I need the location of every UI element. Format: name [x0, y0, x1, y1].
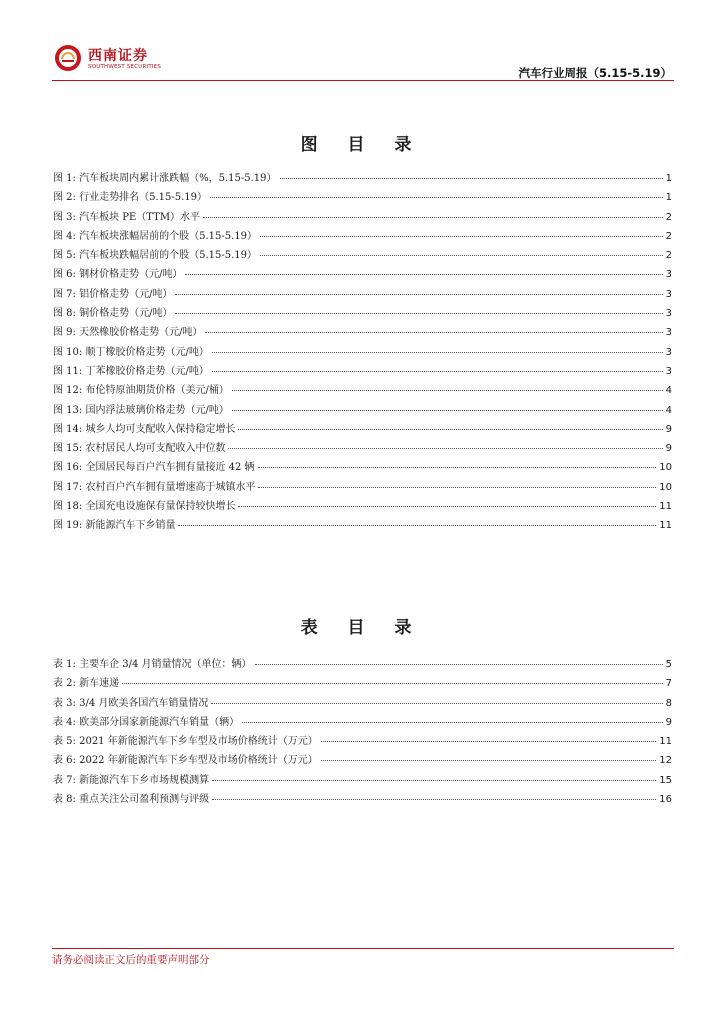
toc-page-number[interactable]: 9 — [665, 443, 672, 455]
figure-toc-entry[interactable] — [53, 343, 672, 362]
toc-page-number[interactable]: 9 — [665, 716, 672, 728]
toc-entry-label[interactable]: 表 1: 主要车企 3/4 月销量情况（单位：辆） — [53, 659, 252, 670]
table-toc-entry[interactable] — [53, 732, 672, 751]
figure-index-list — [53, 169, 672, 536]
logo-chinese-name: 西南证券 — [88, 48, 148, 64]
report-title: 汽车行业周报（5.15-5.19） — [518, 66, 672, 80]
dot-leader — [175, 313, 662, 314]
toc-page-number[interactable]: 3 — [665, 269, 672, 281]
toc-entry-label[interactable]: 图 2: 行业走势排名（5.15-5.19） — [53, 192, 207, 204]
toc-page-number[interactable]: 9 — [665, 423, 672, 435]
dot-leader — [178, 525, 656, 526]
figure-toc-entry[interactable] — [53, 169, 672, 188]
toc-entry-label[interactable]: 图 12: 布伦特原油期货价格（美元/桶） — [53, 385, 229, 397]
footer-disclaimer: 请务必阅读正文后的重要声明部分 — [52, 954, 210, 966]
toc-page-number[interactable]: 3 — [665, 288, 672, 300]
toc-entry-label[interactable]: 图 15: 农村居民人均可支配收入中位数 — [53, 443, 226, 455]
dot-leader — [242, 722, 663, 723]
dot-leader — [238, 429, 662, 430]
dot-leader — [260, 255, 663, 256]
dot-leader — [228, 448, 662, 449]
toc-page-number[interactable]: 12 — [659, 755, 672, 767]
toc-page-number[interactable]: 8 — [665, 697, 672, 709]
toc-page-number[interactable]: 7 — [665, 678, 672, 690]
dot-leader — [185, 274, 662, 275]
figure-toc-entry[interactable] — [53, 497, 672, 516]
figure-toc-entry[interactable] — [53, 458, 672, 477]
toc-page-number[interactable]: 1 — [665, 173, 672, 184]
toc-entry-label[interactable]: 图 14: 城乡人均可支配收入保持稳定增长 — [53, 423, 236, 435]
toc-entry-label[interactable]: 图 3: 汽车板块 PE（TTM）水平 — [53, 211, 201, 223]
toc-entry-label[interactable]: 图 19: 新能源汽车下乡销量 — [53, 520, 176, 532]
figure-toc-entry[interactable] — [53, 227, 672, 246]
toc-entry-label[interactable]: 图 18: 全国充电设施保有量保持较快增长 — [53, 501, 236, 513]
dot-leader — [260, 236, 663, 237]
figure-toc-entry[interactable] — [53, 478, 672, 497]
toc-page-number[interactable]: 10 — [659, 481, 672, 493]
toc-entry-label[interactable]: 图 17: 农村百户汽车拥有量增速高于城镇水平 — [53, 481, 256, 493]
dot-leader — [212, 780, 656, 781]
logo-mark-icon — [54, 44, 82, 72]
dot-leader — [205, 332, 662, 333]
footer-divider — [52, 948, 674, 949]
toc-page-number[interactable]: 3 — [665, 365, 672, 377]
toc-page-number[interactable]: 5 — [665, 659, 672, 670]
toc-entry-label[interactable]: 表 3: 3/4 月欧美各国汽车销量情况 — [53, 697, 209, 709]
toc-entry-label[interactable]: 表 6: 2022 年新能源汽车下乡车型及市场价格统计（万元） — [53, 755, 318, 767]
toc-page-number[interactable]: 4 — [665, 404, 672, 416]
header-divider — [52, 80, 674, 81]
table-toc-entry[interactable] — [53, 751, 672, 770]
page-header — [52, 40, 674, 82]
toc-entry-label[interactable]: 图 6: 钢材价格走势（元/吨） — [53, 269, 183, 281]
table-toc-entry[interactable] — [53, 771, 672, 790]
toc-entry-label[interactable]: 表 5: 2021 年新能源汽车下乡车型及市场价格统计（万元） — [53, 736, 318, 748]
dot-leader — [212, 352, 663, 353]
figure-toc-entry[interactable] — [53, 516, 672, 535]
table-toc-entry[interactable] — [53, 674, 672, 693]
figure-toc-entry[interactable] — [53, 420, 672, 439]
toc-entry-label[interactable]: 图 8: 铜价格走势（元/吨） — [53, 308, 173, 320]
toc-page-number[interactable]: 11 — [659, 501, 672, 513]
toc-entry-label[interactable]: 图 7: 铝价格走势（元/吨） — [53, 288, 173, 300]
dot-leader — [255, 664, 663, 665]
toc-entry-label[interactable]: 表 8: 重点关注公司盈利预测与评级 — [53, 794, 210, 806]
dot-leader — [122, 683, 663, 684]
toc-entry-label[interactable]: 图 13: 国内浮法玻璃价格走势（元/吨） — [53, 404, 229, 416]
toc-page-number[interactable]: 15 — [659, 774, 672, 786]
toc-page-number[interactable]: 2 — [665, 230, 672, 242]
dot-leader — [232, 410, 663, 411]
dot-leader — [280, 178, 663, 179]
toc-page-number[interactable]: 10 — [659, 462, 672, 474]
toc-entry-label[interactable]: 图 16: 全国居民每百户汽车拥有量接近 42 辆 — [53, 462, 255, 474]
company-logo — [52, 40, 172, 76]
table-index-title: 表 目 录 — [300, 618, 424, 638]
dot-leader — [210, 197, 663, 198]
table-toc-entry[interactable] — [53, 655, 672, 674]
toc-page-number[interactable]: 2 — [665, 250, 672, 262]
figure-toc-entry[interactable] — [53, 208, 672, 227]
table-toc-entry[interactable] — [53, 713, 672, 732]
dot-leader — [232, 390, 663, 391]
figure-toc-entry[interactable] — [53, 362, 672, 381]
toc-page-number[interactable]: 3 — [665, 346, 672, 358]
dot-leader — [321, 760, 657, 761]
dot-leader — [258, 467, 657, 468]
toc-entry-label[interactable]: 图 11: 丁苯橡胶价格走势（元/吨） — [53, 365, 209, 377]
toc-page-number[interactable]: 4 — [665, 385, 672, 397]
table-index-list — [53, 655, 672, 809]
figure-toc-entry[interactable] — [53, 304, 672, 323]
toc-entry-label[interactable]: 图 10: 顺丁橡胶价格走势（元/吨） — [53, 346, 209, 358]
figure-toc-entry[interactable] — [53, 265, 672, 284]
dot-leader — [258, 487, 656, 488]
logo-english-name: SOUTHWEST SECURITIES — [88, 64, 162, 70]
toc-page-number[interactable]: 3 — [665, 308, 672, 320]
figure-toc-entry[interactable] — [53, 188, 672, 207]
figure-index-title: 图 目 录 — [300, 135, 424, 155]
table-toc-entry[interactable] — [53, 694, 672, 713]
table-toc-entry[interactable] — [53, 790, 672, 809]
toc-page-number[interactable]: 3 — [665, 327, 672, 339]
toc-page-number[interactable]: 11 — [659, 736, 672, 748]
toc-page-number[interactable]: 16 — [659, 794, 672, 806]
figure-toc-entry[interactable] — [53, 246, 672, 265]
dot-leader — [211, 703, 662, 704]
toc-entry-label[interactable]: 表 7: 新能源汽车下乡市场规模测算 — [53, 774, 210, 786]
figure-toc-entry[interactable] — [53, 401, 672, 420]
toc-entry-label[interactable]: 表 4: 欧美部分国家新能源汽车销量（辆） — [53, 716, 240, 728]
dot-leader — [238, 506, 656, 507]
toc-entry-label[interactable]: 图 5: 汽车板块跌幅居前的个股（5.15-5.19） — [53, 250, 257, 262]
toc-entry-label[interactable]: 表 2: 新车速递 — [53, 678, 120, 690]
figure-toc-entry[interactable] — [53, 439, 672, 458]
toc-entry-label[interactable]: 图 4: 汽车板块涨幅居前的个股（5.15-5.19） — [53, 230, 257, 242]
toc-entry-label[interactable]: 图 1: 汽车板块周内累计涨跌幅（%，5.15-5.19） — [53, 173, 277, 184]
figure-toc-entry[interactable] — [53, 381, 672, 400]
toc-page-number[interactable]: 11 — [659, 520, 672, 532]
dot-leader — [212, 371, 663, 372]
dot-leader — [212, 799, 656, 800]
toc-entry-label[interactable]: 图 9: 天然橡胶价格走势（元/吨） — [53, 327, 203, 339]
toc-page-number[interactable]: 1 — [665, 192, 672, 204]
dot-leader — [321, 741, 657, 742]
dot-leader — [203, 217, 663, 218]
figure-toc-entry[interactable] — [53, 323, 672, 342]
dot-leader — [175, 294, 662, 295]
toc-page-number[interactable]: 2 — [665, 211, 672, 223]
figure-toc-entry[interactable] — [53, 285, 672, 304]
